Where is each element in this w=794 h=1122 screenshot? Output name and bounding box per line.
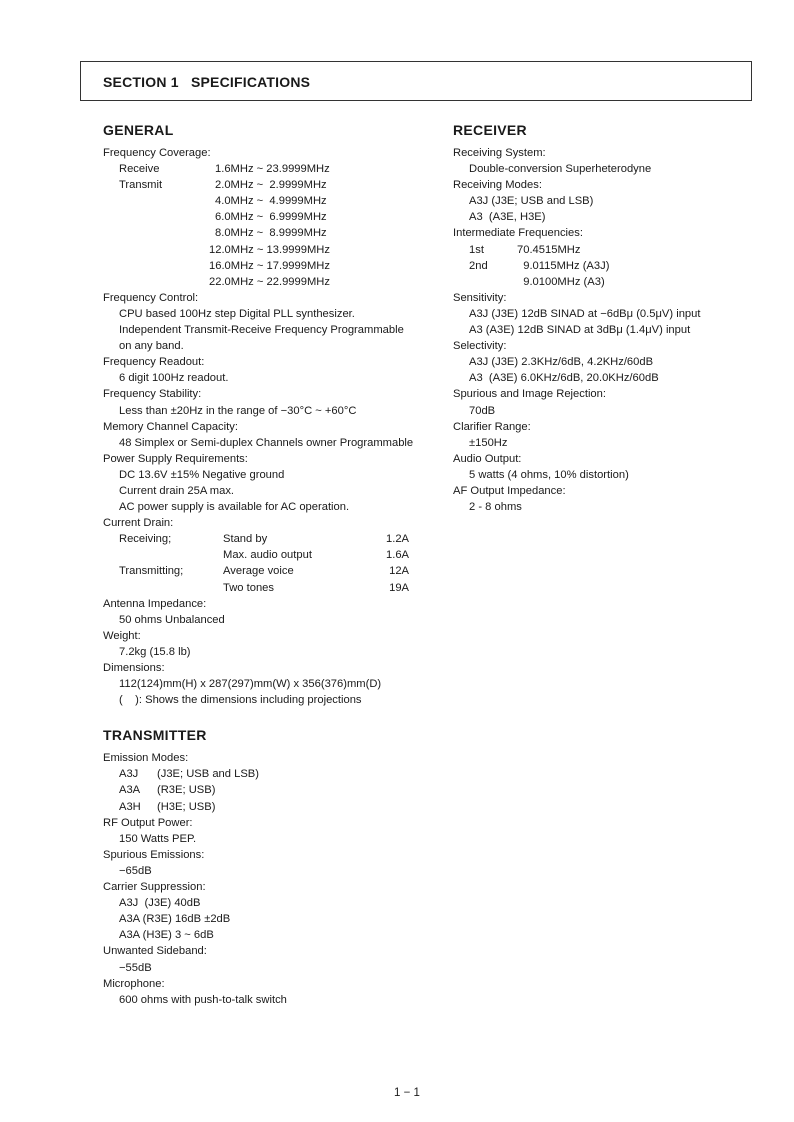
spec-value: A3A (R3E) 16dB ±2dB <box>119 913 231 926</box>
spec-value: 7.2kg (15.8 lb) <box>119 645 191 658</box>
spec-value: CPU based 100Hz step Digital PLL synthesizer. <box>119 307 355 320</box>
spec-label: Clarifier Range: <box>453 420 531 433</box>
section-title: SECTION 1 SPECIFICATIONS <box>103 74 311 90</box>
spec-value: A3 (A3E) 12dB SINAD at 3dBμ (1.4μV) input <box>469 324 691 337</box>
spec-weight <box>103 628 443 660</box>
spec-label: Receiving System: <box>453 147 546 159</box>
transmit-range: 22.0MHz ~ 22.9999MHz <box>209 275 330 288</box>
spec-label: Microphone: <box>103 977 165 990</box>
spec-label: Power Supply Requirements: <box>103 452 248 465</box>
spec-label: Intermediate Frequencies: <box>453 227 583 240</box>
spec-selectivity <box>453 338 753 386</box>
emission-row: A3J (J3E; USB and LSB) <box>119 768 259 781</box>
spec-frequency-readout <box>103 354 443 386</box>
spec-label: Frequency Stability: <box>103 388 202 401</box>
page-number: 1 − 1 <box>394 1087 420 1099</box>
spec-receiving-system <box>453 145 753 177</box>
current-drain-row: Max. audio output 1.6A <box>223 549 409 562</box>
spec-intermediate-frequencies <box>453 225 753 289</box>
spec-value: Independent Transmit-Receive Frequency Programmable <box>119 324 404 337</box>
spec-label: Frequency Coverage: <box>103 147 211 159</box>
spec-value: Less than ±20Hz in the range of −30°C ~ +60°C <box>119 404 357 417</box>
emission-row: A3H (H3E; USB) <box>119 800 216 813</box>
spec-unwanted-sideband <box>103 943 443 975</box>
spec-value: DC 13.6V ±15% Negative ground <box>119 468 285 481</box>
spec-clarifier-range <box>453 419 753 451</box>
spec-memory-capacity <box>103 419 443 451</box>
spec-value: A3J (J3E) 12dB SINAD at −6dBμ (0.5μV) input <box>469 307 701 320</box>
spec-value: 50 ohms Unbalanced <box>119 613 225 626</box>
spec-audio-output <box>453 451 753 483</box>
spec-label: Frequency Readout: <box>103 356 205 369</box>
transmit-range: 2.0MHz ~ 2.9999MHz <box>215 179 327 192</box>
spec-label: Frequency Control: <box>103 291 199 304</box>
spec-value: 5 watts (4 ohms, 10% distortion) <box>469 468 629 481</box>
spec-label: Antenna Impedance: <box>103 597 207 610</box>
transmitter-section <box>103 727 443 1008</box>
spec-value: 600 ohms with push-to-talk switch <box>119 993 287 1006</box>
current-drain-row: Transmitting; Average voice 12A <box>119 565 409 578</box>
transmit-range: 12.0MHz ~ 13.9999MHz <box>209 243 330 256</box>
left-column <box>103 122 443 1008</box>
spec-power-supply <box>103 451 443 515</box>
spec-af-output-impedance <box>453 483 753 515</box>
transmitter-heading: TRANSMITTER <box>103 727 207 744</box>
spec-label: AF Output Impedance: <box>453 484 566 497</box>
right-column <box>453 122 753 515</box>
spec-sensitivity <box>453 290 753 338</box>
transmit-range: 4.0MHz ~ 4.9999MHz <box>215 195 327 208</box>
if-row: 2nd 9.0115MHz (A3J) <box>469 259 610 272</box>
if-row: 9.0100MHz (A3) <box>517 275 605 288</box>
spec-value: ±150Hz <box>469 436 508 449</box>
spec-value: A3A (H3E) 3 ~ 6dB <box>119 929 214 942</box>
spec-value: 70dB <box>469 404 496 417</box>
spec-label: Audio Output: <box>453 452 522 465</box>
spec-note: ( ): Shows the dimensions including projections <box>119 694 362 707</box>
spec-value: 112(124)mm(H) x 287(297)mm(W) x 356(376)mm(D) <box>119 678 382 691</box>
spec-value: A3J (J3E) 40dB <box>119 897 201 910</box>
spec-value: Current drain 25A max. <box>119 484 235 497</box>
spec-value: AC power supply is available for AC operation. <box>119 501 350 514</box>
spec-label: Current Drain: <box>103 517 174 530</box>
spec-label: Weight: <box>103 629 141 642</box>
spec-current-drain <box>103 515 443 595</box>
spec-value: A3 (A3E, H3E) <box>469 211 546 224</box>
spec-label: Unwanted Sideband: <box>103 945 207 958</box>
spec-value: on any band. <box>119 340 184 353</box>
if-row: 1st 70.4515MHz <box>469 243 581 256</box>
spec-value: 6 digit 100Hz readout. <box>119 372 229 385</box>
spec-emission-modes <box>103 750 443 814</box>
transmit-range: 6.0MHz ~ 6.9999MHz <box>215 211 327 224</box>
spec-value: A3J (J3E; USB and LSB) <box>469 195 594 208</box>
spec-value: Double-conversion Superheterodyne <box>469 163 652 176</box>
receive-range: 1.6MHz ~ 23.9999MHz <box>215 163 330 176</box>
transmit-range: 16.0MHz ~ 17.9999MHz <box>209 259 330 272</box>
spec-frequency-control <box>103 290 443 354</box>
spec-value: 2 - 8 ohms <box>469 501 522 514</box>
section-header-box <box>80 61 752 101</box>
receive-label: Receive <box>119 163 160 176</box>
spec-label: Spurious and Image Rejection: <box>453 388 606 401</box>
receiver-heading: RECEIVER <box>453 122 527 138</box>
general-heading: GENERAL <box>103 122 174 138</box>
spec-label: Selectivity: <box>453 340 507 353</box>
spec-antenna-impedance <box>103 596 443 628</box>
spec-label: Carrier Suppression: <box>103 881 206 894</box>
spec-microphone <box>103 976 443 1008</box>
transmit-range: 8.0MHz ~ 8.9999MHz <box>215 227 327 240</box>
spec-label: Emission Modes: <box>103 752 189 765</box>
spec-label: Spurious Emissions: <box>103 848 205 861</box>
spec-frequency-coverage <box>103 145 443 290</box>
emission-row: A3A (R3E; USB) <box>119 784 216 797</box>
spec-value: A3J (J3E) 2.3KHz/6dB, 4.2KHz/60dB <box>469 356 654 369</box>
spec-value: −65dB <box>119 864 152 877</box>
spec-spurious-emissions <box>103 847 443 879</box>
transmit-label: Transmit <box>119 179 163 192</box>
current-drain-row: Receiving; Stand by 1.2A <box>119 533 409 546</box>
spec-label: Dimensions: <box>103 662 165 674</box>
spec-spurious-image-rejection <box>453 386 753 418</box>
spec-receiving-modes <box>453 177 753 225</box>
spec-value: 150 Watts PEP. <box>119 832 197 845</box>
current-drain-row: Two tones 19A <box>223 581 409 594</box>
spec-frequency-stability <box>103 386 443 418</box>
spec-value: −55dB <box>119 961 152 974</box>
spec-value: 48 Simplex or Semi-duplex Channels owner Programmable <box>119 436 414 449</box>
spec-label: Sensitivity: <box>453 291 507 304</box>
spec-label: Memory Channel Capacity: <box>103 420 238 433</box>
spec-rf-output-power <box>103 815 443 847</box>
spec-value: A3 (A3E) 6.0KHz/6dB, 20.0KHz/60dB <box>469 372 659 385</box>
spec-label: RF Output Power: <box>103 816 193 829</box>
spec-dimensions <box>103 660 443 708</box>
spec-label: Receiving Modes: <box>453 179 542 192</box>
spec-carrier-suppression <box>103 879 443 943</box>
